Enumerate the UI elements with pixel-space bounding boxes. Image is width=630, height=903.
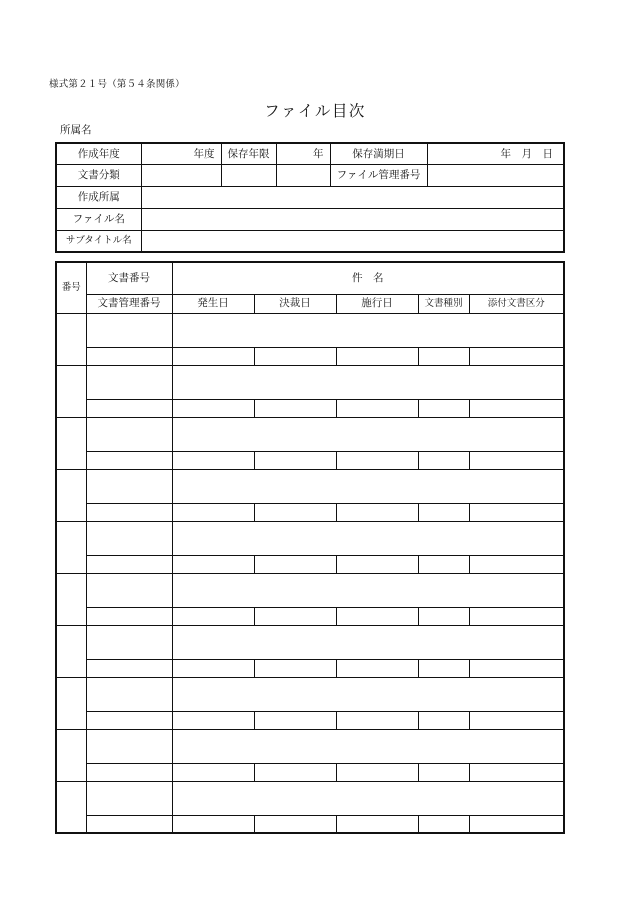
entry-effective-date-cell[interactable] [336, 659, 418, 677]
table-row [56, 521, 564, 555]
entry-subject-cell[interactable] [172, 729, 564, 763]
entry-effective-date-cell[interactable] [336, 607, 418, 625]
entry-approval-date-cell[interactable] [254, 347, 336, 365]
entry-doc-number-cell[interactable] [86, 625, 172, 659]
created-year-label: 作成年度 [56, 143, 141, 165]
entry-issue-date-cell[interactable] [172, 815, 254, 833]
entry-doc-mgmt-number-cell[interactable] [86, 815, 172, 833]
entry-doc-mgmt-number-cell[interactable] [86, 555, 172, 573]
table-row [56, 417, 564, 451]
table-row [56, 815, 564, 833]
table-row [56, 781, 564, 815]
creator-dept-field[interactable] [141, 187, 564, 209]
entry-doc-mgmt-number-cell[interactable] [86, 399, 172, 417]
table-row [56, 729, 564, 763]
entry-doc-type-cell[interactable] [418, 815, 469, 833]
entry-doc-type-cell[interactable] [418, 451, 469, 469]
table-row [56, 711, 564, 729]
entry-subject-cell[interactable] [172, 521, 564, 555]
retention-period-label: 保存年限 [221, 143, 276, 165]
document-list-table [55, 261, 565, 834]
entry-approval-date-cell[interactable] [254, 815, 336, 833]
entry-number-cell[interactable] [56, 625, 86, 677]
table-row [56, 625, 564, 659]
entry-subject-cell[interactable] [172, 573, 564, 607]
table-row [56, 313, 564, 347]
entry-approval-date-cell[interactable] [254, 659, 336, 677]
col-effective-date-header: 施行日 [336, 294, 418, 313]
entry-approval-date-cell[interactable] [254, 451, 336, 469]
entry-attachment-cell[interactable] [469, 607, 564, 625]
entry-subject-cell[interactable] [172, 625, 564, 659]
table-row [56, 469, 564, 503]
doc-class-label: 文書分類 [56, 165, 141, 187]
doc-class-field-3[interactable] [276, 165, 330, 187]
entry-issue-date-cell[interactable] [172, 711, 254, 729]
entry-doc-mgmt-number-cell[interactable] [86, 451, 172, 469]
retention-expiry-label: 保存満期日 [330, 143, 427, 165]
entry-subject-cell[interactable] [172, 365, 564, 399]
entry-number-cell[interactable] [56, 573, 86, 625]
entry-subject-cell[interactable] [172, 469, 564, 503]
entry-attachment-cell[interactable] [469, 711, 564, 729]
entry-approval-date-cell[interactable] [254, 763, 336, 781]
col-number-header: 番号 [56, 262, 86, 313]
table-row [56, 399, 564, 417]
entry-attachment-cell[interactable] [469, 555, 564, 573]
file-name-label: ファイル名 [56, 208, 141, 230]
entry-doc-type-cell[interactable] [418, 503, 469, 521]
entry-doc-type-cell[interactable] [418, 399, 469, 417]
entry-subject-cell[interactable] [172, 417, 564, 451]
file-header-table [55, 142, 565, 253]
entry-attachment-cell[interactable] [469, 347, 564, 365]
col-doc-type-header: 文書種別 [418, 294, 469, 313]
creator-dept-label: 作成所属 [56, 187, 141, 209]
entry-doc-type-cell[interactable] [418, 555, 469, 573]
entry-attachment-cell[interactable] [469, 659, 564, 677]
entry-issue-date-cell[interactable] [172, 555, 254, 573]
entry-effective-date-cell[interactable] [336, 347, 418, 365]
entry-doc-mgmt-number-cell[interactable] [86, 347, 172, 365]
entry-doc-number-cell[interactable] [86, 781, 172, 815]
entry-effective-date-cell[interactable] [336, 451, 418, 469]
table-row [56, 677, 564, 711]
entry-subject-cell[interactable] [172, 677, 564, 711]
table-row [56, 659, 564, 677]
entry-number-cell[interactable] [56, 677, 86, 729]
entry-doc-type-cell[interactable] [418, 607, 469, 625]
entry-approval-date-cell[interactable] [254, 399, 336, 417]
entry-approval-date-cell[interactable] [254, 711, 336, 729]
table-row [56, 451, 564, 469]
col-approval-date-header: 決裁日 [254, 294, 336, 313]
file-name-field[interactable] [141, 208, 564, 230]
page-title: ファイル目次 [264, 102, 366, 120]
entry-issue-date-cell[interactable] [172, 659, 254, 677]
file-mgmt-no-field[interactable] [427, 165, 564, 187]
entry-attachment-cell[interactable] [469, 763, 564, 781]
entry-attachment-cell[interactable] [469, 399, 564, 417]
col-doc-mgmt-number-header: 文書管理番号 [86, 294, 172, 313]
entry-approval-date-cell[interactable] [254, 607, 336, 625]
entry-issue-date-cell[interactable] [172, 763, 254, 781]
retention-period-field[interactable]: 年 [276, 143, 330, 165]
entry-number-cell[interactable] [56, 781, 86, 833]
entry-effective-date-cell[interactable] [336, 763, 418, 781]
entry-number-cell[interactable] [56, 313, 86, 365]
entry-doc-mgmt-number-cell[interactable] [86, 711, 172, 729]
entry-issue-date-cell[interactable] [172, 607, 254, 625]
entry-doc-mgmt-number-cell[interactable] [86, 503, 172, 521]
doc-class-field-2[interactable] [221, 165, 276, 187]
entry-issue-date-cell[interactable] [172, 399, 254, 417]
col-doc-number-header: 文書番号 [86, 262, 172, 294]
entry-doc-type-cell[interactable] [418, 711, 469, 729]
entry-doc-type-cell[interactable] [418, 659, 469, 677]
entry-issue-date-cell[interactable] [172, 451, 254, 469]
entry-doc-mgmt-number-cell[interactable] [86, 763, 172, 781]
entry-doc-number-cell[interactable] [86, 469, 172, 503]
entry-number-cell[interactable] [56, 729, 86, 781]
entry-doc-number-cell[interactable] [86, 573, 172, 607]
entry-subject-cell[interactable] [172, 313, 564, 347]
form-number: 様式第２１号（第５４条関係） [49, 79, 185, 90]
col-attachment-header: 添付文書区分 [469, 294, 564, 313]
doc-class-field-1[interactable] [141, 165, 221, 187]
entry-doc-number-cell[interactable] [86, 313, 172, 347]
table-row [56, 503, 564, 521]
entry-attachment-cell[interactable] [469, 815, 564, 833]
entry-doc-mgmt-number-cell[interactable] [86, 607, 172, 625]
entry-doc-number-cell[interactable] [86, 677, 172, 711]
entry-doc-type-cell[interactable] [418, 763, 469, 781]
entry-issue-date-cell[interactable] [172, 503, 254, 521]
file-mgmt-no-label: ファイル管理番号 [330, 165, 427, 187]
created-year-field[interactable]: 年度 [141, 143, 221, 165]
table-row [56, 555, 564, 573]
table-row [56, 347, 564, 365]
entry-doc-number-cell[interactable] [86, 729, 172, 763]
entry-number-cell[interactable] [56, 469, 86, 521]
entry-number-cell[interactable] [56, 521, 86, 573]
entry-attachment-cell[interactable] [469, 451, 564, 469]
table-row [56, 365, 564, 399]
entry-effective-date-cell[interactable] [336, 503, 418, 521]
subtitle-label: サブタイトル名 [56, 230, 141, 252]
entry-doc-number-cell[interactable] [86, 521, 172, 555]
table-row [56, 573, 564, 607]
subtitle-field[interactable] [141, 230, 564, 252]
col-issue-date-header: 発生日 [172, 294, 254, 313]
entry-effective-date-cell[interactable] [336, 815, 418, 833]
entry-doc-number-cell[interactable] [86, 417, 172, 451]
table-row [56, 607, 564, 625]
entry-doc-number-cell[interactable] [86, 365, 172, 399]
entry-number-cell[interactable] [56, 365, 86, 417]
entry-approval-date-cell[interactable] [254, 555, 336, 573]
entry-effective-date-cell[interactable] [336, 711, 418, 729]
entry-issue-date-cell[interactable] [172, 347, 254, 365]
entry-effective-date-cell[interactable] [336, 555, 418, 573]
entry-doc-type-cell[interactable] [418, 347, 469, 365]
entry-attachment-cell[interactable] [469, 503, 564, 521]
entry-doc-mgmt-number-cell[interactable] [86, 659, 172, 677]
col-subject-header: 件 名 [172, 262, 564, 294]
entry-subject-cell[interactable] [172, 781, 564, 815]
retention-expiry-field[interactable]: 年 月 日 [427, 143, 564, 165]
entry-effective-date-cell[interactable] [336, 399, 418, 417]
table-row [56, 763, 564, 781]
entry-number-cell[interactable] [56, 417, 86, 469]
entry-approval-date-cell[interactable] [254, 503, 336, 521]
affiliation-label: 所属名 [60, 124, 92, 136]
